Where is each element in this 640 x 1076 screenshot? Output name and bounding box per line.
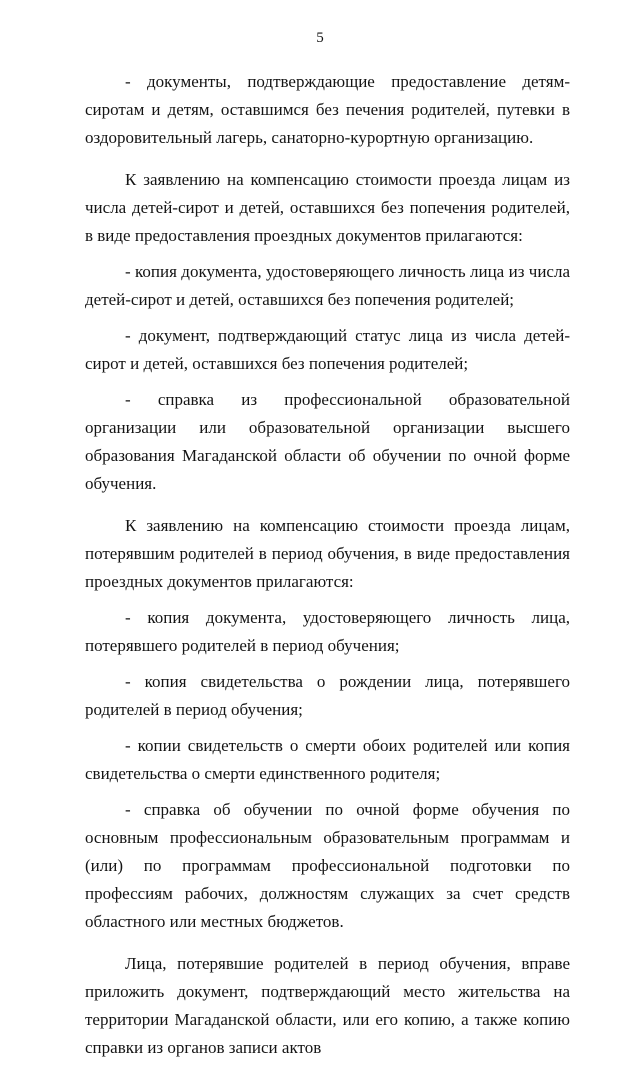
paragraph-residence-document: Лица, потерявшие родителей в период обучения, вправе приложить документ, подтверждающий место жительства на территории Магаданской области, или его копию, а также копию справки из органов записи актов [85, 954, 570, 1057]
paragraph-bereaved-id-copy: - копия документа, удостоверяющего личность лица, потерявшего родителей в период обучения; [85, 608, 570, 655]
page-number: 5 [316, 30, 324, 46]
paragraph-bereaved-birth-certificate: - копия свидетельства о рождении лица, потерявшего родителей в период обучения; [85, 672, 570, 719]
paragraph-bereaved-death-certificates: - копии свидетельств о смерти обоих родителей или копия свидетельства о смерти единственного родителя; [85, 736, 570, 783]
paragraph-orphans-id-copy: - копия документа, удостоверяющего личность лица из числа детей-сирот и детей, оставшихся без попечения родителей; [85, 262, 570, 309]
paragraph-bereaved-intro: К заявлению на компенсацию стоимости проезда лицам, потерявшим родителей в период обучения, в виде предоставления проездных документов прилагаются: [85, 516, 570, 591]
document-body [85, 68, 570, 1076]
paragraph-vouchers-item: - документы, подтверждающие предоставление детям-сиротам и детям, оставшимся без печения родителей, путевки в оздоровительный лагерь, санаторно-курортную организацию. [85, 72, 570, 147]
paragraph-bereaved-study-certificate: - справка об обучении по очной форме обучения по основным профессиональным образовательным программам и (или) по программам профессиональной подготовки по профессиям рабочих, должностям служащих за счет средств областного или местных бюджетов. [85, 800, 570, 931]
paragraph-orphans-status-document: - документ, подтверждающий статус лица из числа детей-сирот и детей, оставшихся без попечения родителей; [85, 326, 570, 373]
paragraph-orphans-study-certificate: - справка из профессиональной образовательной организации или образовательной организации высшего образования Магаданской области об обучении по очной форме обучения. [85, 390, 570, 493]
paragraph-orphans-intro: К заявлению на компенсацию стоимости проезда лицам из числа детей-сирот и детей, оставшихся без попечения родителей, в виде предоставления проездных документов прилагаются: [85, 170, 570, 245]
